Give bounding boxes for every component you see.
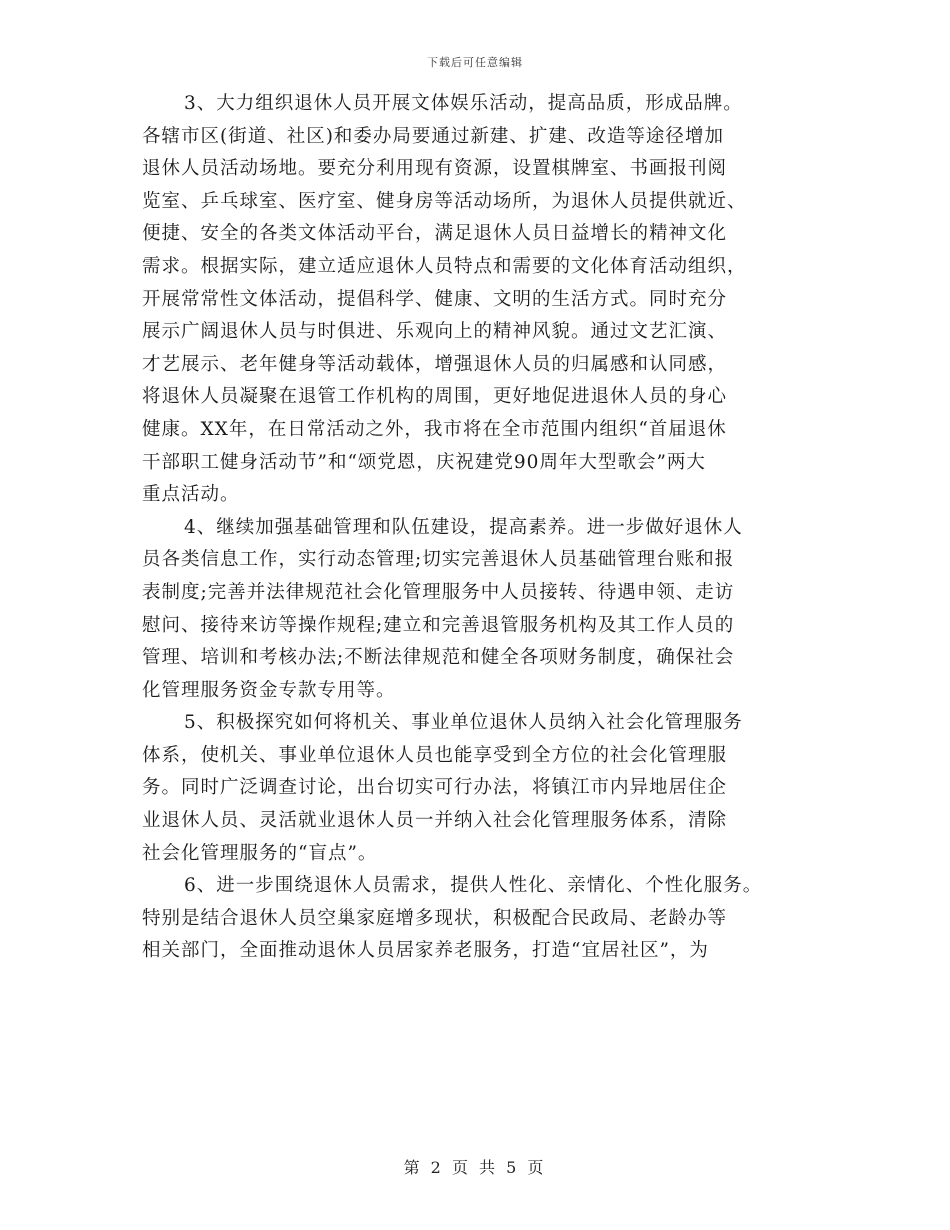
paragraph-line: 相关部门，全面推动退休人员居家养老服务，打造“宜居社区”，为 [142,940,709,962]
paragraph-first-line: 3、大力组织退休人员开展文体娱乐活动，提高品质，形成品牌。 [184,93,743,114]
paragraph-line: 需求。根据实际，建立适应退休人员特点和需要的文化体育活动组织， [142,255,747,277]
paragraph-line: 才艺展示、老年健身等活动载体，增强退休人员的归属感和认同感， [142,353,728,375]
paragraph-first-line: 5、积极探究如何将机关、事业单位退休人员纳入社会化管理服务 [184,712,743,734]
page-footer: 第 2 页 共 5 页 [403,1158,547,1177]
paragraph-line: 干部职工健身活动节”和“颂党恩，庆祝建党90周年大型歌会”两大 [142,451,706,473]
paragraph-line: 展示广阔退休人员与时俱进、乐观向上的精神风貌。通过文艺汇演、 [142,321,728,343]
paragraph-line: 健康。XX年，在日常活动之外，我市将在全市范围内组织“首届退休 [142,418,727,440]
paragraph-line: 便捷、安全的各类文体活动平台，满足退休人员日益增长的精神文化 [142,223,728,245]
paragraph-line: 特别是结合退休人员空巢家庭增多现状，积极配合民政局、老龄办等 [142,907,728,929]
paragraph-line: 退休人员活动场地。要充分利用现有资源，设置棋牌室、书画报刊阅 [142,158,728,180]
paragraph-line: 员各类信息工作，实行动态管理;切实完善退休人员基础管理台账和报 [142,549,735,571]
paragraph-line: 开展常常性文体活动，提倡科学、健康、文明的生活方式。同时充分 [142,288,728,310]
paragraph-line: 表制度;完善并法律规范社会化管理服务中人员接转、待遇申领、走访 [142,581,735,603]
paragraph-line: 务。同时广泛调查讨论，出台切实可行办法，将镇江市内异地居住企 [142,777,728,799]
paragraph-line: 览室、乒乓球室、医疗室、健身房等活动场所，为退休人员提供就近、 [142,190,747,212]
paragraph-first-line: 6、进一步围绕退休人员需求，提供人性化、亲情化、个性化服务。 [184,875,763,897]
document-body [142,88,822,968]
paragraph-line: 社会化管理服务的“盲点”。 [142,842,378,864]
paragraph-line: 各辖市区(街道、社区)和委办局要通过新建、扩建、改造等途径增加 [142,125,724,147]
paragraph-line: 慰问、接待来访等操作规程;建立和完善退管服务机构及其工作人员的 [142,614,735,636]
paragraph-line: 体系，使机关、事业单位退休人员也能享受到全方位的社会化管理服 [142,744,728,766]
paragraph-first-line: 4、继续加强基础管理和队伍建设，提高素养。进一步做好退休人 [184,516,743,538]
paragraph-line: 化管理服务资金专款专用等。 [142,679,396,701]
paragraph-line: 重点活动。 [142,484,240,506]
paragraph-line: 将退休人员凝聚在退管工作机构的周围，更好地促进退休人员的身心 [142,386,728,408]
page-header: 下载后可任意编辑 [427,56,523,69]
paragraph-line: 业退休人员、灵活就业退休人员一并纳入社会化管理服务体系，清除 [142,810,728,832]
paragraph-line: 管理、培训和考核办法;不断法律规范和健全各项财务制度，确保社会 [142,647,735,669]
